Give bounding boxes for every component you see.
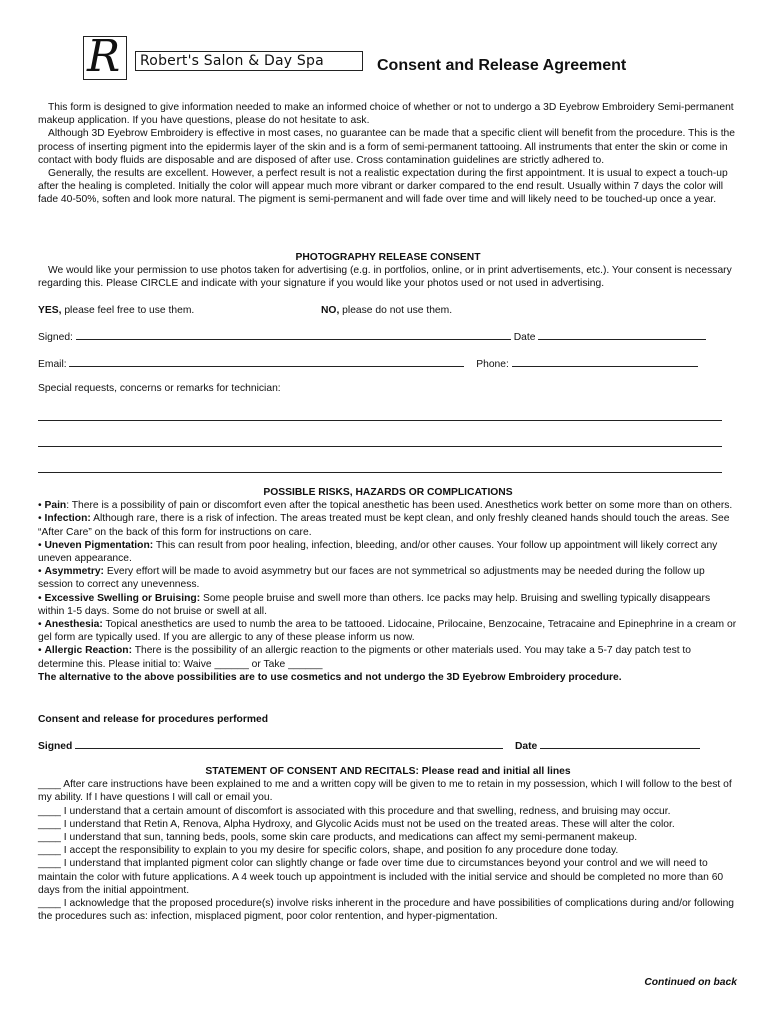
continued-note: Continued on back [644,977,737,988]
risk-item: • Anesthesia: Topical anesthetics are used to numb the area to be tattooed. Lidocaine, Prilocaine, Benzocaine, Tetracaine and Epinephrine in a cream or gel form are typically used. If you are allergic to any of these please inform us now. [38,619,737,644]
date-label: Date [513,332,536,343]
statement-heading: STATEMENT OF CONSENT AND RECITALS: Please read and initial all lines [205,766,571,777]
statement-item: ____ I understand that sun, tanning beds, pools, some skin care products, and medications can affect my semi-permanent makeup. [38,832,638,844]
consent-signature-row [38,739,700,753]
consent-signed-label: Signed [38,741,73,752]
logo-salon-name: Robert's Salon & Day Spa [135,51,363,71]
logo-letter-box [83,31,127,82]
salon-logo [83,31,365,82]
risks-alternative: The alternative to the above possibilities are to use cosmetics and not undergo the 3D Eyebrow Embroidery procedure. [38,671,622,683]
consent-date-line[interactable] [540,739,700,749]
statement-item: ____ I accept the responsibility to explain to you my desire for specific colors, shape, and position fo any procedure done today. [38,845,619,857]
special-requests-line[interactable] [38,395,722,421]
statement-section [38,765,738,923]
photo-release-text: We would like your permission to use photos taken for advertising (e.g. in portfolios, online, or in print advertisements, etc.). Your consent is necessary regarding this. Please CIRCLE and indicate with your signature if you would like your photos used or not used in advertising. [38,265,732,290]
signed-label: Signed: [38,332,73,343]
consent-date-label: Date [514,741,538,752]
intro-paragraph: Although 3D Eyebrow Embroidery is effective in most cases, no guarantee can be made that a specific client will benefit from the procedure. This is the process of inserting pigment into the epidermis layer of the skin and is a form of semi-permanent tattooing. All instruments that enter the skin or come in contact with body fluids are disposable and are disposed of after use. Cross contamination guidelines are strictly adhered to. [38,128,736,166]
photo-no-option[interactable] [321,304,452,318]
photo-yes-option[interactable] [38,304,194,318]
risk-item: • Allergic Reaction: There is the possibility of an allergic reaction to the pigments or other materials used. You may take a 5-7 day patch test to determine this. Please initial to: Waive ______ or Take ______ [38,645,692,670]
logo-letter: R [87,31,121,82]
contact-row [38,357,698,371]
statement-item: ____ I understand that a certain amount of discomfort is associated with this procedure and that swelling, redness, and bruising may occur. [38,805,671,817]
photo-yes-text: please feel free to use them. [61,305,195,316]
photo-signature-row [38,330,706,344]
risk-item: • Asymmetry: Every effort will be made to avoid asymmetry but our faces are not symmetrical so adjustments may be needed during the follow up session to correct any unevenness. [38,566,705,591]
intro-paragraph: This form is designed to give information needed to make an informed choice of whether or not to undergo a 3D Eyebrow Embroidery Semi-permanent makeup application. If you have questions, please do not hesitate to ask. [38,102,734,127]
risks-heading: POSSIBLE RISKS, HAZARDS OR COMPLICATIONS [263,487,513,498]
photo-release-section [38,251,738,291]
date-line[interactable] [538,330,706,340]
phone-line[interactable] [512,357,698,367]
photo-release-heading: PHOTOGRAPHY RELEASE CONSENT [295,252,481,263]
document-title: Consent and Release Agreement [377,57,627,74]
statement-item: ____ After care instructions have been explained to me and a written copy will be given to me to retain in my possession, which I will follow to the best of my ability. If I have questions I will call or email you. [38,779,732,804]
risk-item: • Uneven Pigmentation: This can result from poor healing, infection, bleeding, and/or other causes. Your follow up appointment will likely correct any uneven appearance. [38,539,718,565]
special-requests-label: Special requests, concerns or remarks for technician: [38,383,281,394]
special-requests-line[interactable] [38,447,722,473]
photo-yes-label: YES, [38,305,62,316]
intro-paragraph: Generally, the results are excellent. However, a perfect result is not a realistic expectation during the first appointment. It is usual to expect a touch-up after the healing is completed. Initially the color will appear much more vibrant or darker compared to the end result. Usually within 7 days the color will fade 40-50%, soften and look more natural. The pigment is semi-permanent and will fade over time and will likely need to be touched-up once a year. [38,168,728,206]
consent-label: Consent and release for procedures performed [38,714,269,725]
statement-item: ____ I understand that Retin A, Renova, Alpha Hydroxy, and Glycolic Acids must not be used on the treated areas. These will alter the color. [38,818,675,830]
intro-section [38,101,738,207]
risk-item: • Pain: There is a possibility of pain or discomfort even after the topical anesthetic has been used. Anesthetics work better on some more than on others. [38,500,733,512]
photo-no-text: please do not use them. [339,305,453,316]
special-requests-lines[interactable] [38,395,722,473]
risks-section [38,486,738,684]
statement-item: ____ I acknowledge that the proposed procedure(s) involve risks inherent in the procedure and have possibilities of complications during and/or following the procedures such as: infection, misplaced pigment, poor color rentention, and hyper-pigmentation. [38,898,735,923]
risk-item: • Excessive Swelling or Bruising: Some people bruise and swell more than others. Ice packs may help. Bruising and swelling typically disappears within 1-5 days. Some do not bruise or swell at all. [38,592,711,617]
photo-no-label: NO, [321,305,340,316]
email-label: Email: [38,359,67,370]
risk-item: • Infection: Although rare, there is a risk of infection. The areas treated must be kept clean, and only freshly cleaned hands should touch the areas. See “After Care” on the back of this form for instructions on care. [38,513,730,538]
special-requests-line[interactable] [38,421,722,447]
signature-line[interactable] [76,330,511,340]
consent-signature-line[interactable] [75,739,503,749]
statement-item: ____ I understand that implanted pigment color can slightly change or fade over time due to circumstances beyond your control and we will need to maintain the color with future applications. A 4 week touch up appointment is included with the initial service and should be completed no more than 60 days from the initial appointment. [38,858,724,896]
email-line[interactable] [69,357,464,367]
phone-label: Phone: [476,359,509,370]
